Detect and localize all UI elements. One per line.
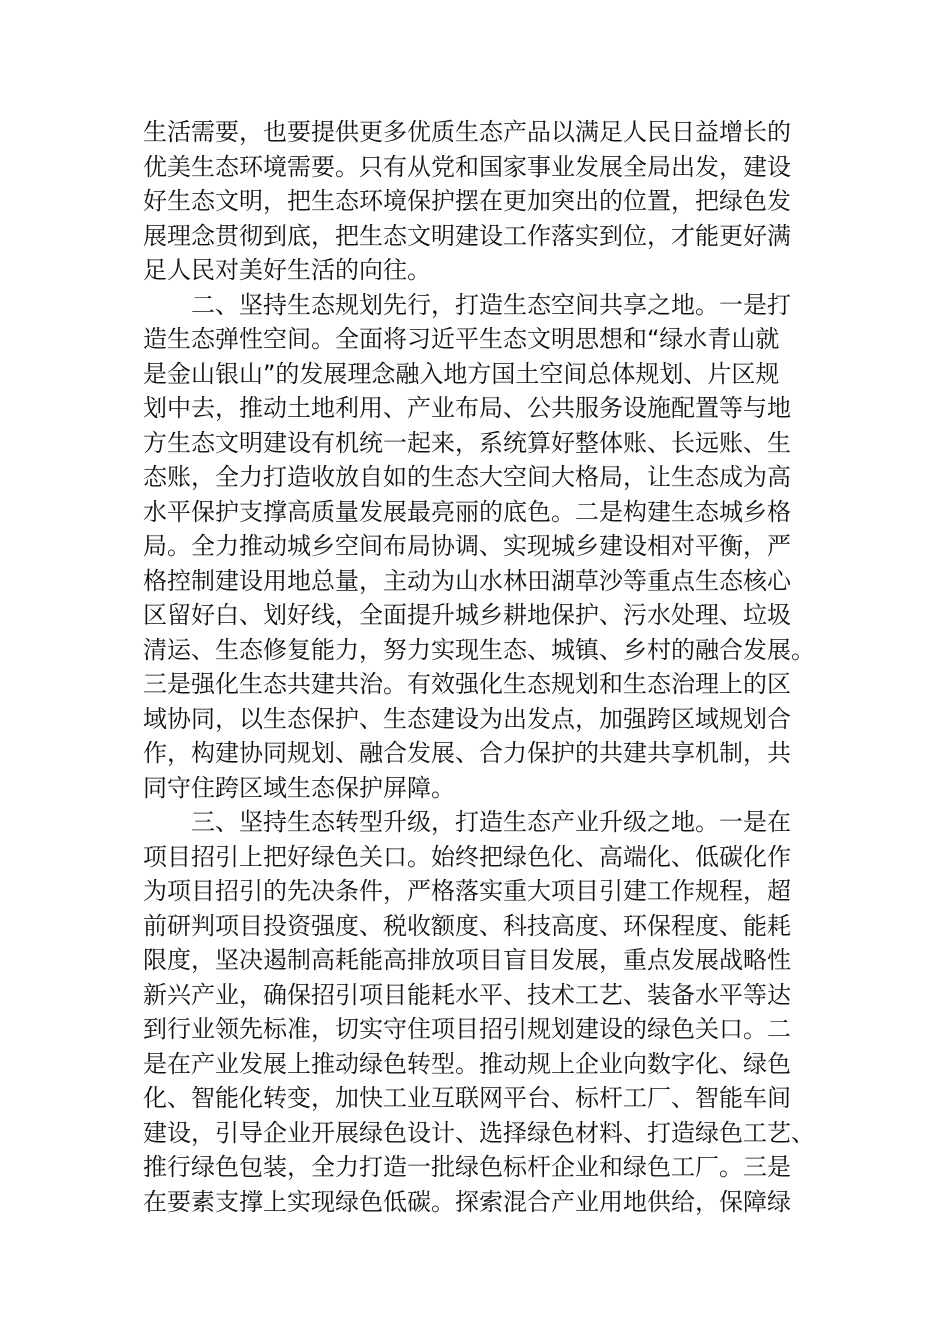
paragraph-first-line: 二、坚持生态规划先行，打造生态空间共享之地。一是打 xyxy=(191,290,791,319)
text-line: 为项目招引的先决条件，严格落实重大项目引建工作规程，超 xyxy=(143,877,791,905)
text-line: 三是强化生态共建共治。有效强化生态规划和生态治理上的区 xyxy=(143,670,791,698)
paragraph-first-line: 三、坚持生态转型升级，打造生态产业升级之地。一是在 xyxy=(191,808,791,836)
text-line: 限度，坚决遏制高耗能高排放项目盲目发展，重点发展战略性 xyxy=(143,946,791,974)
text-line: 前研判项目投资强度、税收额度、科技高度、环保程度、能耗 xyxy=(143,911,791,940)
text-line: 水平保护支撑高质量发展最亮丽的底色。二是构建生态城乡格 xyxy=(143,497,791,526)
text-line: 是在产业发展上推动绿色转型。推动规上企业向数字化、绿色 xyxy=(143,1049,791,1078)
text-line: 优美生态环境需要。只有从党和国家事业发展全局出发，建设 xyxy=(143,152,791,181)
text-line: 清运、生态修复能力，努力实现生态、城镇、乡村的融合发展。 xyxy=(143,635,815,664)
text-line: 建设，引导企业开展绿色设计、选择绿色材料、打造绿色工艺、 xyxy=(143,1118,815,1147)
text-line: 局。全力推动城乡空间布局协调、实现城乡建设相对平衡，严 xyxy=(143,532,791,560)
text-line: 展理念贯彻到底，把生态文明建设工作落实到位，才能更好满 xyxy=(143,221,791,250)
text-line: 是金山银山”的发展理念融入地方国土空间总体规划、片区规 xyxy=(143,359,780,388)
text-line: 化、智能化转变，加快工业互联网平台、标杆工厂、智能车间 xyxy=(143,1084,791,1112)
text-line: 推行绿色包装，全力打造一批绿色标杆企业和绿色工厂。三是 xyxy=(143,1153,791,1181)
body-text xyxy=(143,115,815,1219)
text-line: 新兴产业，确保招引项目能耗水平、技术工艺、装备水平等达 xyxy=(143,980,791,1009)
text-line: 态账，全力打造收放自如的生态大空间大格局，让生态成为高 xyxy=(143,463,791,491)
text-line: 域协同，以生态保护、生态建设为出发点，加强跨区域规划合 xyxy=(143,704,791,733)
text-line: 项目招引上把好绿色关口。始终把绿色化、高端化、低碳化作 xyxy=(143,842,791,871)
text-line: 同守住跨区域生态保护屏障。 xyxy=(143,773,455,802)
text-line: 足人民对美好生活的向往。 xyxy=(143,256,431,284)
text-line: 方生态文明建设有机统一起来，系统算好整体账、长远账、生 xyxy=(143,428,791,457)
text-line: 区留好白、划好线，全面提升城乡耕地保护、污水处理、垃圾 xyxy=(143,601,791,629)
text-line: 造生态弹性空间。全面将习近平生态文明思想和“绿水青山就 xyxy=(143,325,780,353)
text-line: 好生态文明，把生态环境保护摆在更加突出的位置，把绿色发 xyxy=(143,187,791,215)
text-line: 划中去，推动土地利用、产业布局、公共服务设施配置等与地 xyxy=(143,394,791,422)
text-line: 作，构建协同规划、融合发展、合力保护的共建共享机制，共 xyxy=(143,739,791,767)
text-line: 格控制建设用地总量，主动为山水林田湖草沙等重点生态核心 xyxy=(143,566,791,595)
text-line: 生活需要，也要提供更多优质生态产品以满足人民日益增长的 xyxy=(143,118,791,146)
text-line: 到行业领先标准，切实守住项目招引规划建设的绿色关口。二 xyxy=(143,1015,791,1043)
text-line: 在要素支撑上实现绿色低碳。探索混合产业用地供给，保障绿 xyxy=(143,1187,791,1216)
